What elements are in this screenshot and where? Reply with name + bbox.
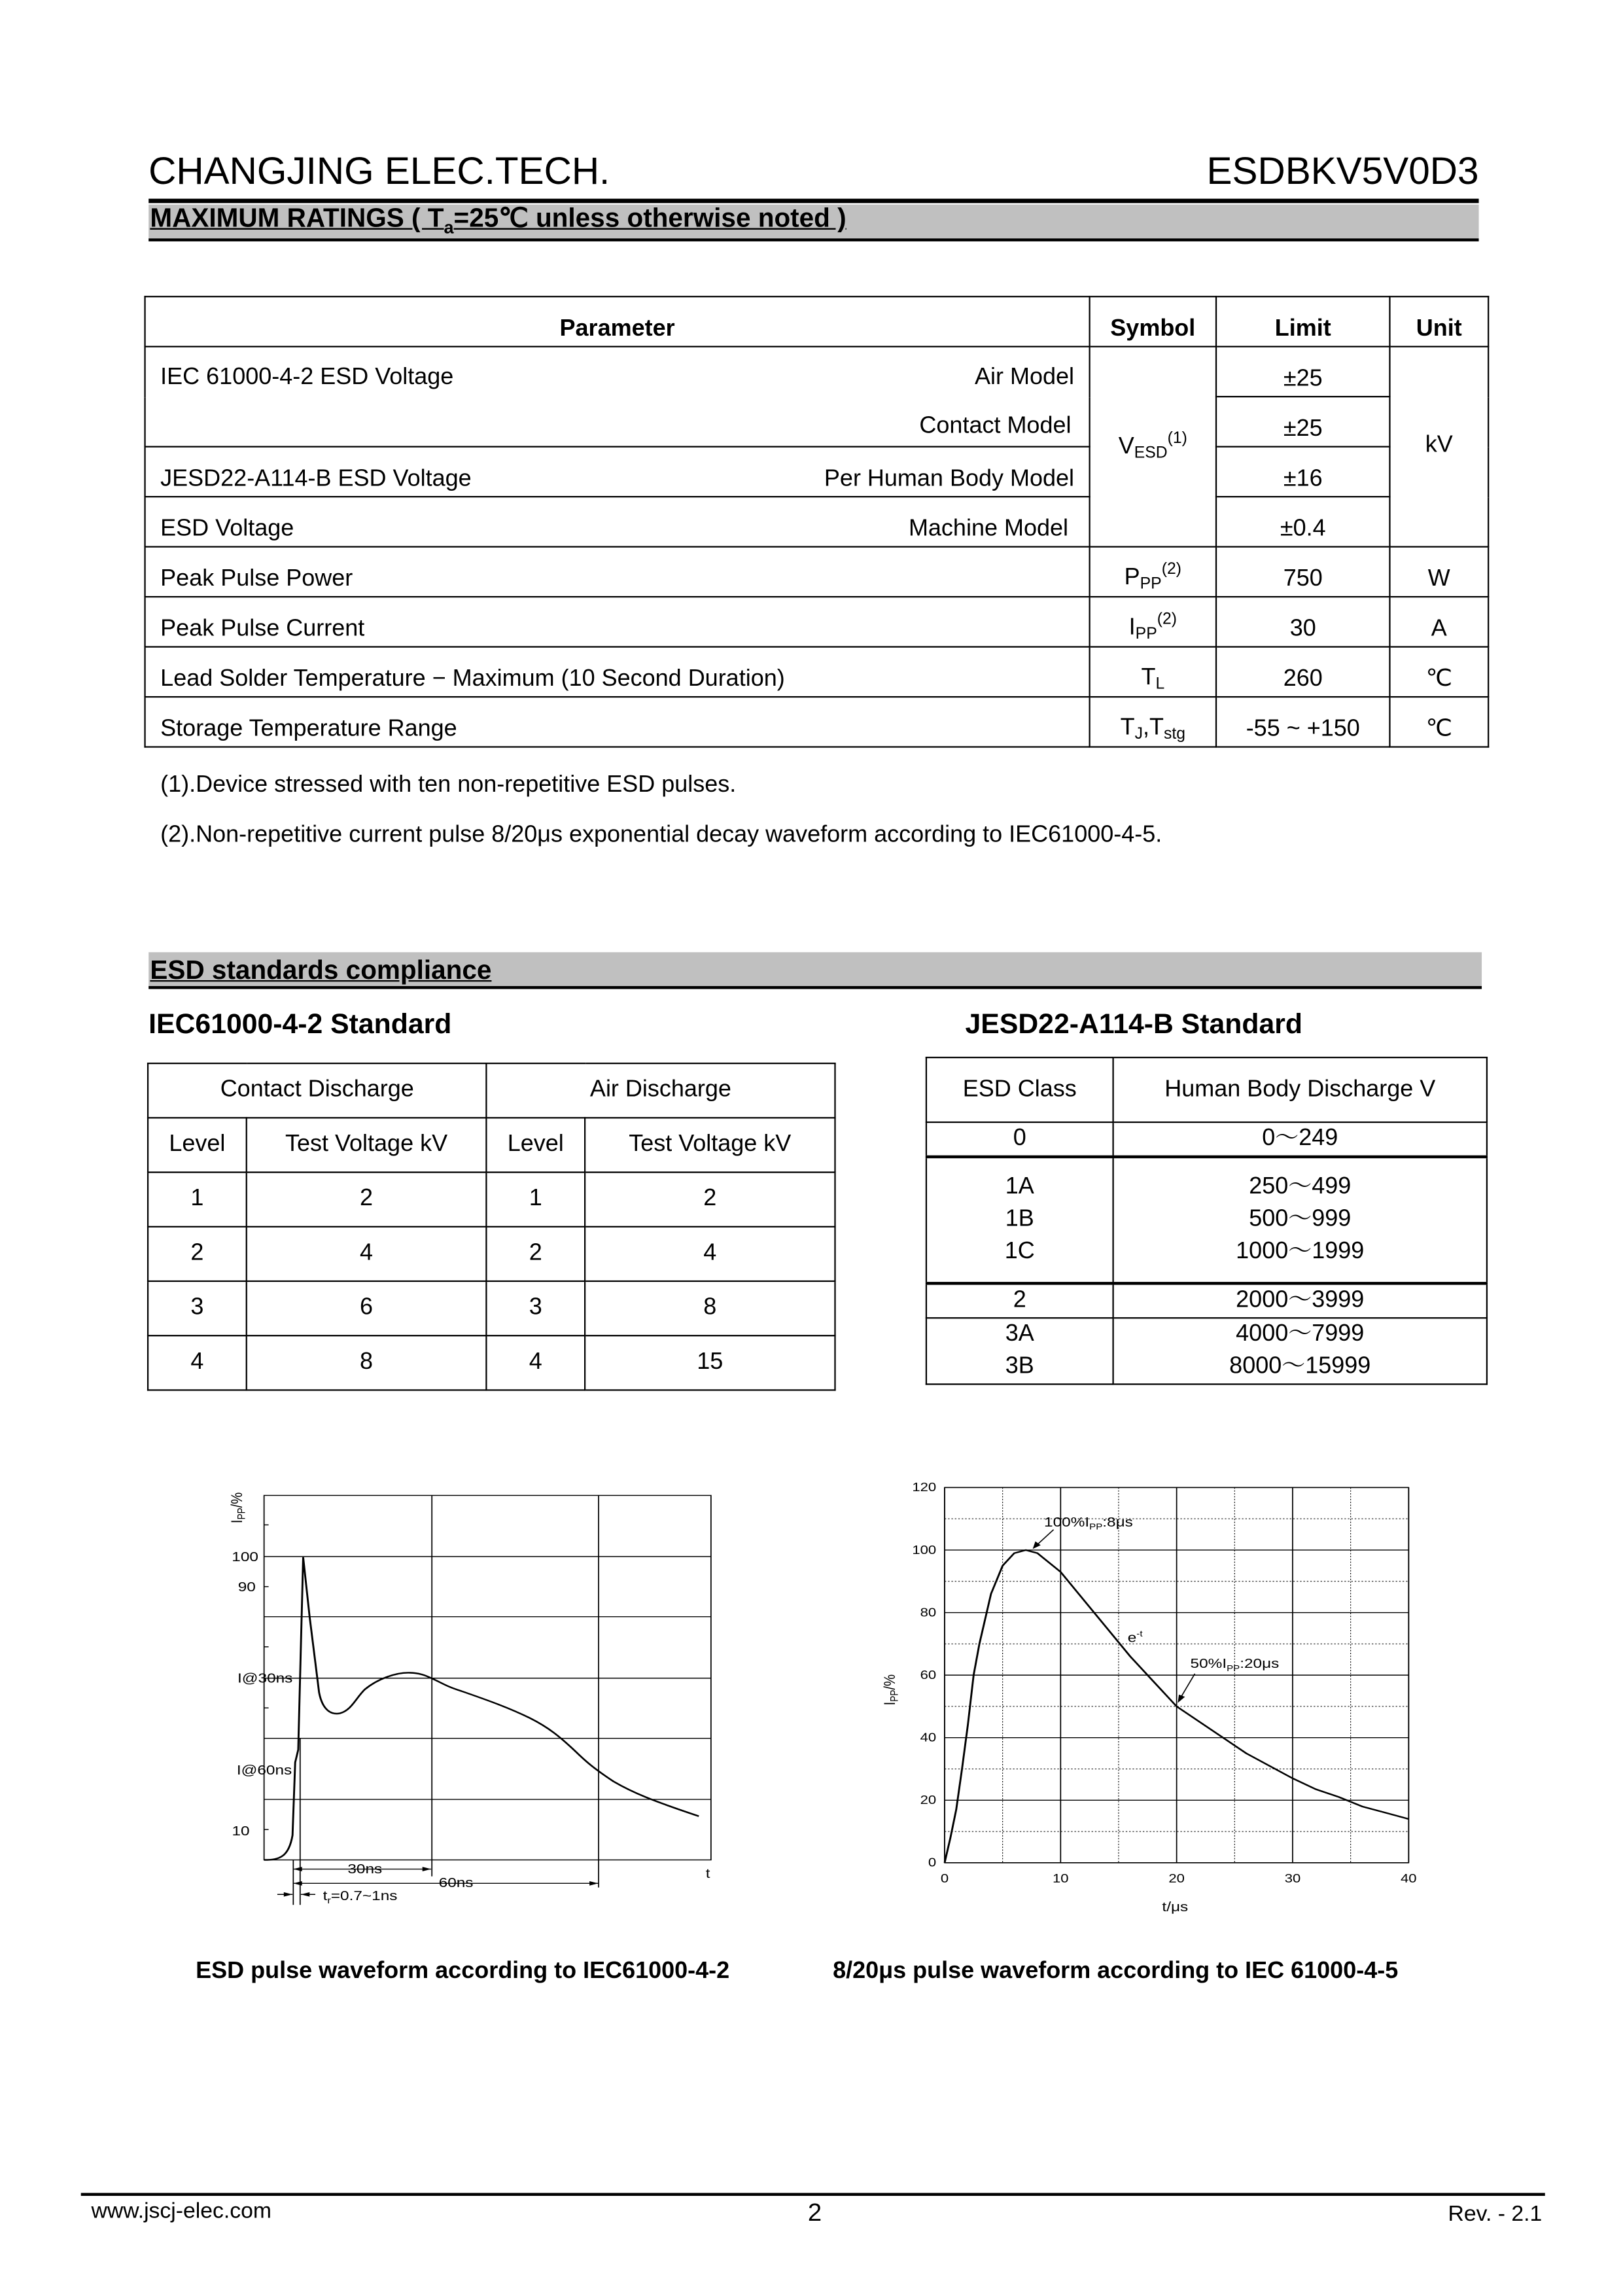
annotation-peak: $100\%I_{PP}:8\mu s$ xyxy=(1043,1514,1133,1532)
header-symbol: Symbol xyxy=(1090,296,1216,346)
col-header: Test Voltage kV xyxy=(585,1118,835,1172)
header-parameter: Parameter xyxy=(145,296,1090,346)
col-header: Level xyxy=(148,1118,247,1172)
unit-cell: ℃ xyxy=(1389,647,1488,697)
table-row: 4 8 4 15 xyxy=(148,1335,835,1390)
unit-cell: A xyxy=(1389,597,1488,646)
unit-cell: W xyxy=(1389,547,1488,597)
limit-cell: 260 xyxy=(1216,647,1389,697)
dim-60ns-label: 60ns xyxy=(439,1875,474,1890)
jesd-standard-table xyxy=(926,1057,1488,1385)
table-row xyxy=(145,347,1489,397)
x-axis-label: t xyxy=(706,1865,711,1881)
esd-symbol: $V_{ESD}^{(1)}$ xyxy=(1090,347,1216,547)
pulse-chart-caption: 8/20μs pulse waveform according to IEC 61000-4-5 xyxy=(833,1958,1399,1985)
table-row xyxy=(145,597,1489,646)
limit-cell: ±0.4 xyxy=(1216,497,1389,546)
table-row: 1 2 1 2 xyxy=(148,1173,835,1227)
esd-waveform-curve xyxy=(265,1557,700,1860)
annotation-decay: $e^{-t}$ xyxy=(1127,1629,1143,1646)
jesd-standard-title: JESD22-A114-B Standard xyxy=(965,1010,1302,1041)
iec-esd-param: IEC 61000-4-2 ESD Voltage Air Model Contact Model xyxy=(145,347,1090,447)
air-discharge-header: Air Discharge xyxy=(486,1063,835,1118)
y-tick-label: 120 xyxy=(912,1481,936,1494)
note-1: (1).Device stressed with ten non-repetitive ESD pulses. xyxy=(160,772,737,798)
header-rule xyxy=(148,199,1478,203)
pulse-8-20-chart xyxy=(864,1439,1452,1930)
y-tick-label: 60 xyxy=(920,1669,936,1682)
limit-cell: 30 xyxy=(1216,597,1389,646)
page-number: 2 xyxy=(807,2199,822,2227)
rise-time-label: $t_r=0.7\sim 1ns$ xyxy=(323,1888,398,1906)
param-cell: Storage Temperature Range xyxy=(145,697,1090,747)
table-row: 3 6 3 8 xyxy=(148,1281,835,1335)
company-name: CHANGJING ELEC.TECH. xyxy=(148,149,610,193)
table-row xyxy=(145,447,1489,497)
table-row: 1A 1B 1C 250～499 500～999 1000～1999 xyxy=(926,1157,1487,1283)
table-row: 2 2000～3999 xyxy=(926,1283,1487,1318)
symbol-cell: $T_L$ xyxy=(1090,647,1216,697)
dim-30ns-label: 30ns xyxy=(348,1861,383,1877)
revision: Rev. - 2.1 xyxy=(1448,2201,1543,2227)
param-cell: Peak Pulse Current xyxy=(145,597,1090,646)
y-tick-label: 0 xyxy=(928,1856,936,1870)
table-row xyxy=(145,647,1489,697)
x-axis-label: t/μs xyxy=(1162,1899,1188,1915)
table-row xyxy=(145,497,1489,546)
y-tick-label: 40 xyxy=(920,1731,936,1745)
note-2: (2).Non-repetitive current pulse 8/20μs exponential decay waveform according to IEC61000-4-5. xyxy=(160,822,1162,848)
part-number: ESDBKV5V0D3 xyxy=(1206,149,1479,193)
table-row xyxy=(145,547,1489,597)
max-ratings-title-bar xyxy=(148,205,1478,241)
y-tick-label: 10 xyxy=(232,1823,251,1839)
symbol-cell: $T_J,T_{stg}$ xyxy=(1090,697,1216,747)
limit-cell: ±16 xyxy=(1216,447,1389,497)
param-cell: Peak Pulse Power xyxy=(145,547,1090,597)
x-tick-label: 20 xyxy=(1168,1872,1185,1886)
unit-cell: ℃ xyxy=(1389,697,1488,747)
table-header-row xyxy=(145,296,1489,346)
col-header: Human Body Discharge V xyxy=(1113,1057,1487,1122)
iec-waveform-caption: ESD pulse waveform according to IEC61000-4-2 xyxy=(196,1958,730,1985)
max-ratings-title: MAXIMUM RATINGS ( $T_a=25℃$ unless otherwise noted ) xyxy=(150,203,846,239)
y-tick-label: I@60ns xyxy=(237,1762,293,1778)
limit-cell: ±25 xyxy=(1216,397,1389,446)
esd-unit: kV xyxy=(1389,347,1488,547)
header-limit: Limit xyxy=(1216,296,1389,346)
limit-cell: -55 ~ +150 xyxy=(1216,697,1389,747)
symbol-cell: $P_{PP}^{(2)}$ xyxy=(1090,547,1216,597)
y-tick-label: 90 xyxy=(238,1580,256,1595)
x-tick-label: 10 xyxy=(1052,1872,1069,1886)
contact-discharge-header: Contact Discharge xyxy=(148,1063,486,1118)
y-tick-label: I@30ns xyxy=(237,1670,294,1686)
param-cell: Lead Solder Temperature − Maximum (10 Second Duration) xyxy=(145,647,1090,697)
table-row: 3A 3B 4000～7999 8000～15999 xyxy=(926,1318,1487,1384)
y-tick-label: 100 xyxy=(912,1544,936,1557)
limit-cell: 750 xyxy=(1216,547,1389,597)
grid xyxy=(945,1487,1408,1862)
iec-standard-table xyxy=(147,1063,836,1391)
table-row: 2 4 2 4 xyxy=(148,1227,835,1281)
table-row: 0 0～249 xyxy=(926,1122,1487,1157)
annotation-half: $50\%I_{PP}:20\mu s$ xyxy=(1190,1656,1280,1673)
header-unit: Unit xyxy=(1389,296,1488,346)
y-tick-label: 100 xyxy=(232,1549,259,1564)
footer-rule xyxy=(81,2193,1545,2195)
esd-compliance-title-bar xyxy=(148,952,1482,989)
col-header: Level xyxy=(486,1118,585,1172)
col-header: ESD Class xyxy=(926,1057,1113,1122)
max-ratings-table xyxy=(144,296,1489,748)
iec-standard-title: IEC61000-4-2 Standard xyxy=(148,1010,452,1041)
col-header: Test Voltage kV xyxy=(247,1118,487,1172)
x-tick-label: 40 xyxy=(1400,1872,1417,1886)
symbol-cell: $I_{PP}^{(2)}$ xyxy=(1090,597,1216,646)
y-axis-label: IPP/% xyxy=(228,1492,249,1524)
y-tick-label: 20 xyxy=(920,1793,936,1807)
y-axis-label: IPP/% xyxy=(880,1674,901,1706)
arrowhead xyxy=(1178,1695,1185,1703)
table-row xyxy=(145,697,1489,747)
param-cell: ESD Voltage Machine Model xyxy=(145,497,1090,546)
iec-waveform-diagram xyxy=(196,1439,785,1930)
y-tick-label: 80 xyxy=(920,1606,936,1619)
footer-url[interactable]: www.jscj-elec.com xyxy=(91,2199,272,2224)
esd-compliance-title: ESD standards compliance xyxy=(150,955,492,985)
limit-cell: ±25 xyxy=(1216,347,1389,397)
x-tick-label: 0 xyxy=(940,1872,949,1886)
x-tick-label: 30 xyxy=(1284,1872,1300,1886)
param-cell: JESD22-A114-B ESD Voltage Per Human Body Model xyxy=(145,447,1090,497)
